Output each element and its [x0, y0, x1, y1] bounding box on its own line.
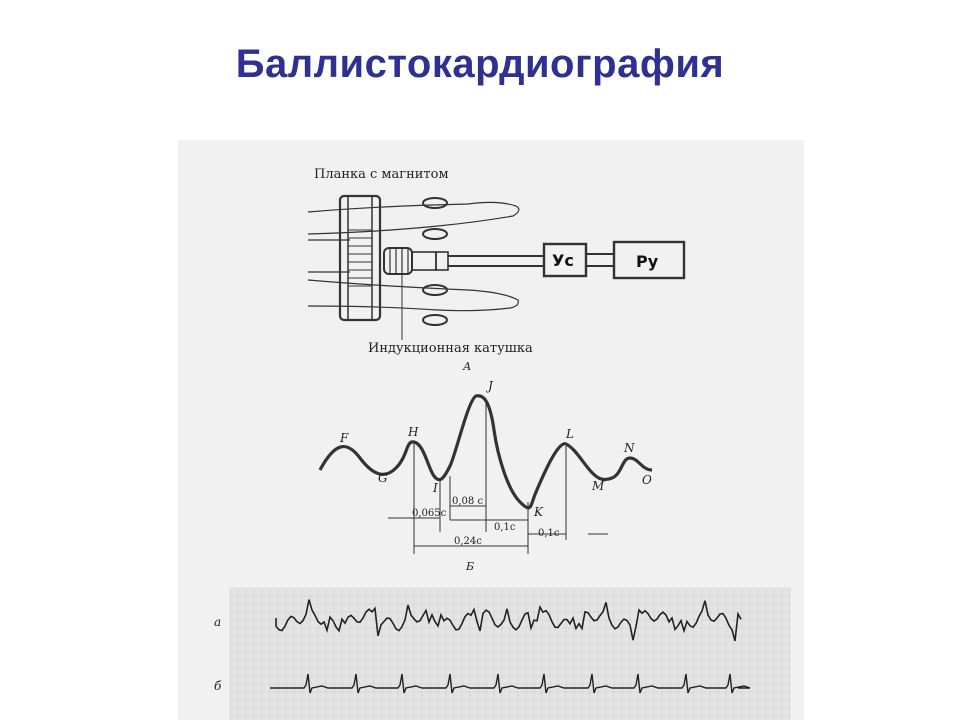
- trace-a-label: а: [214, 615, 222, 629]
- wave-label-o: O: [642, 473, 652, 487]
- ballistocardiography-figure: [178, 140, 804, 720]
- caption-b: Б: [466, 560, 475, 573]
- caption-a: А: [463, 360, 472, 373]
- recorder-label: Ру: [636, 252, 659, 271]
- magnet-4: [423, 315, 447, 325]
- interval-label-01-a: 0,1с: [494, 522, 516, 533]
- amplifier-label: Ус: [552, 251, 574, 270]
- wave-label-h: H: [408, 425, 419, 439]
- apparatus-diagram: [308, 196, 684, 340]
- trace-b-label: б: [214, 679, 222, 693]
- wave-label-l: L: [566, 427, 574, 441]
- wave-label-i: I: [433, 481, 438, 495]
- wave-labels: [339, 379, 652, 519]
- figure-drawing: [178, 140, 804, 720]
- interval-label-0065: 0,065с: [412, 508, 447, 519]
- magnet-2: [423, 229, 447, 239]
- wave-label-j: J: [488, 379, 493, 393]
- interval-label-01-b: 0,1с: [538, 528, 560, 539]
- label-induction-coil: Индукционная катушка: [368, 341, 533, 356]
- wave-label-g: G: [378, 471, 388, 485]
- wave-label-n: N: [624, 441, 635, 455]
- board-frame: [340, 196, 380, 320]
- interval-label-008: 0,08 с: [452, 496, 484, 507]
- wave-label-k: K: [534, 505, 543, 519]
- label-bar-with-magnet: Планка с магнитом: [314, 167, 449, 182]
- slide-title: Баллистокардиография: [235, 42, 725, 86]
- wave-label-m: M: [592, 479, 605, 493]
- magnet-3: [423, 285, 447, 295]
- wave-label-f: F: [340, 431, 349, 445]
- magnet-1: [423, 198, 447, 208]
- interval-label-024: 0,24с: [454, 536, 482, 547]
